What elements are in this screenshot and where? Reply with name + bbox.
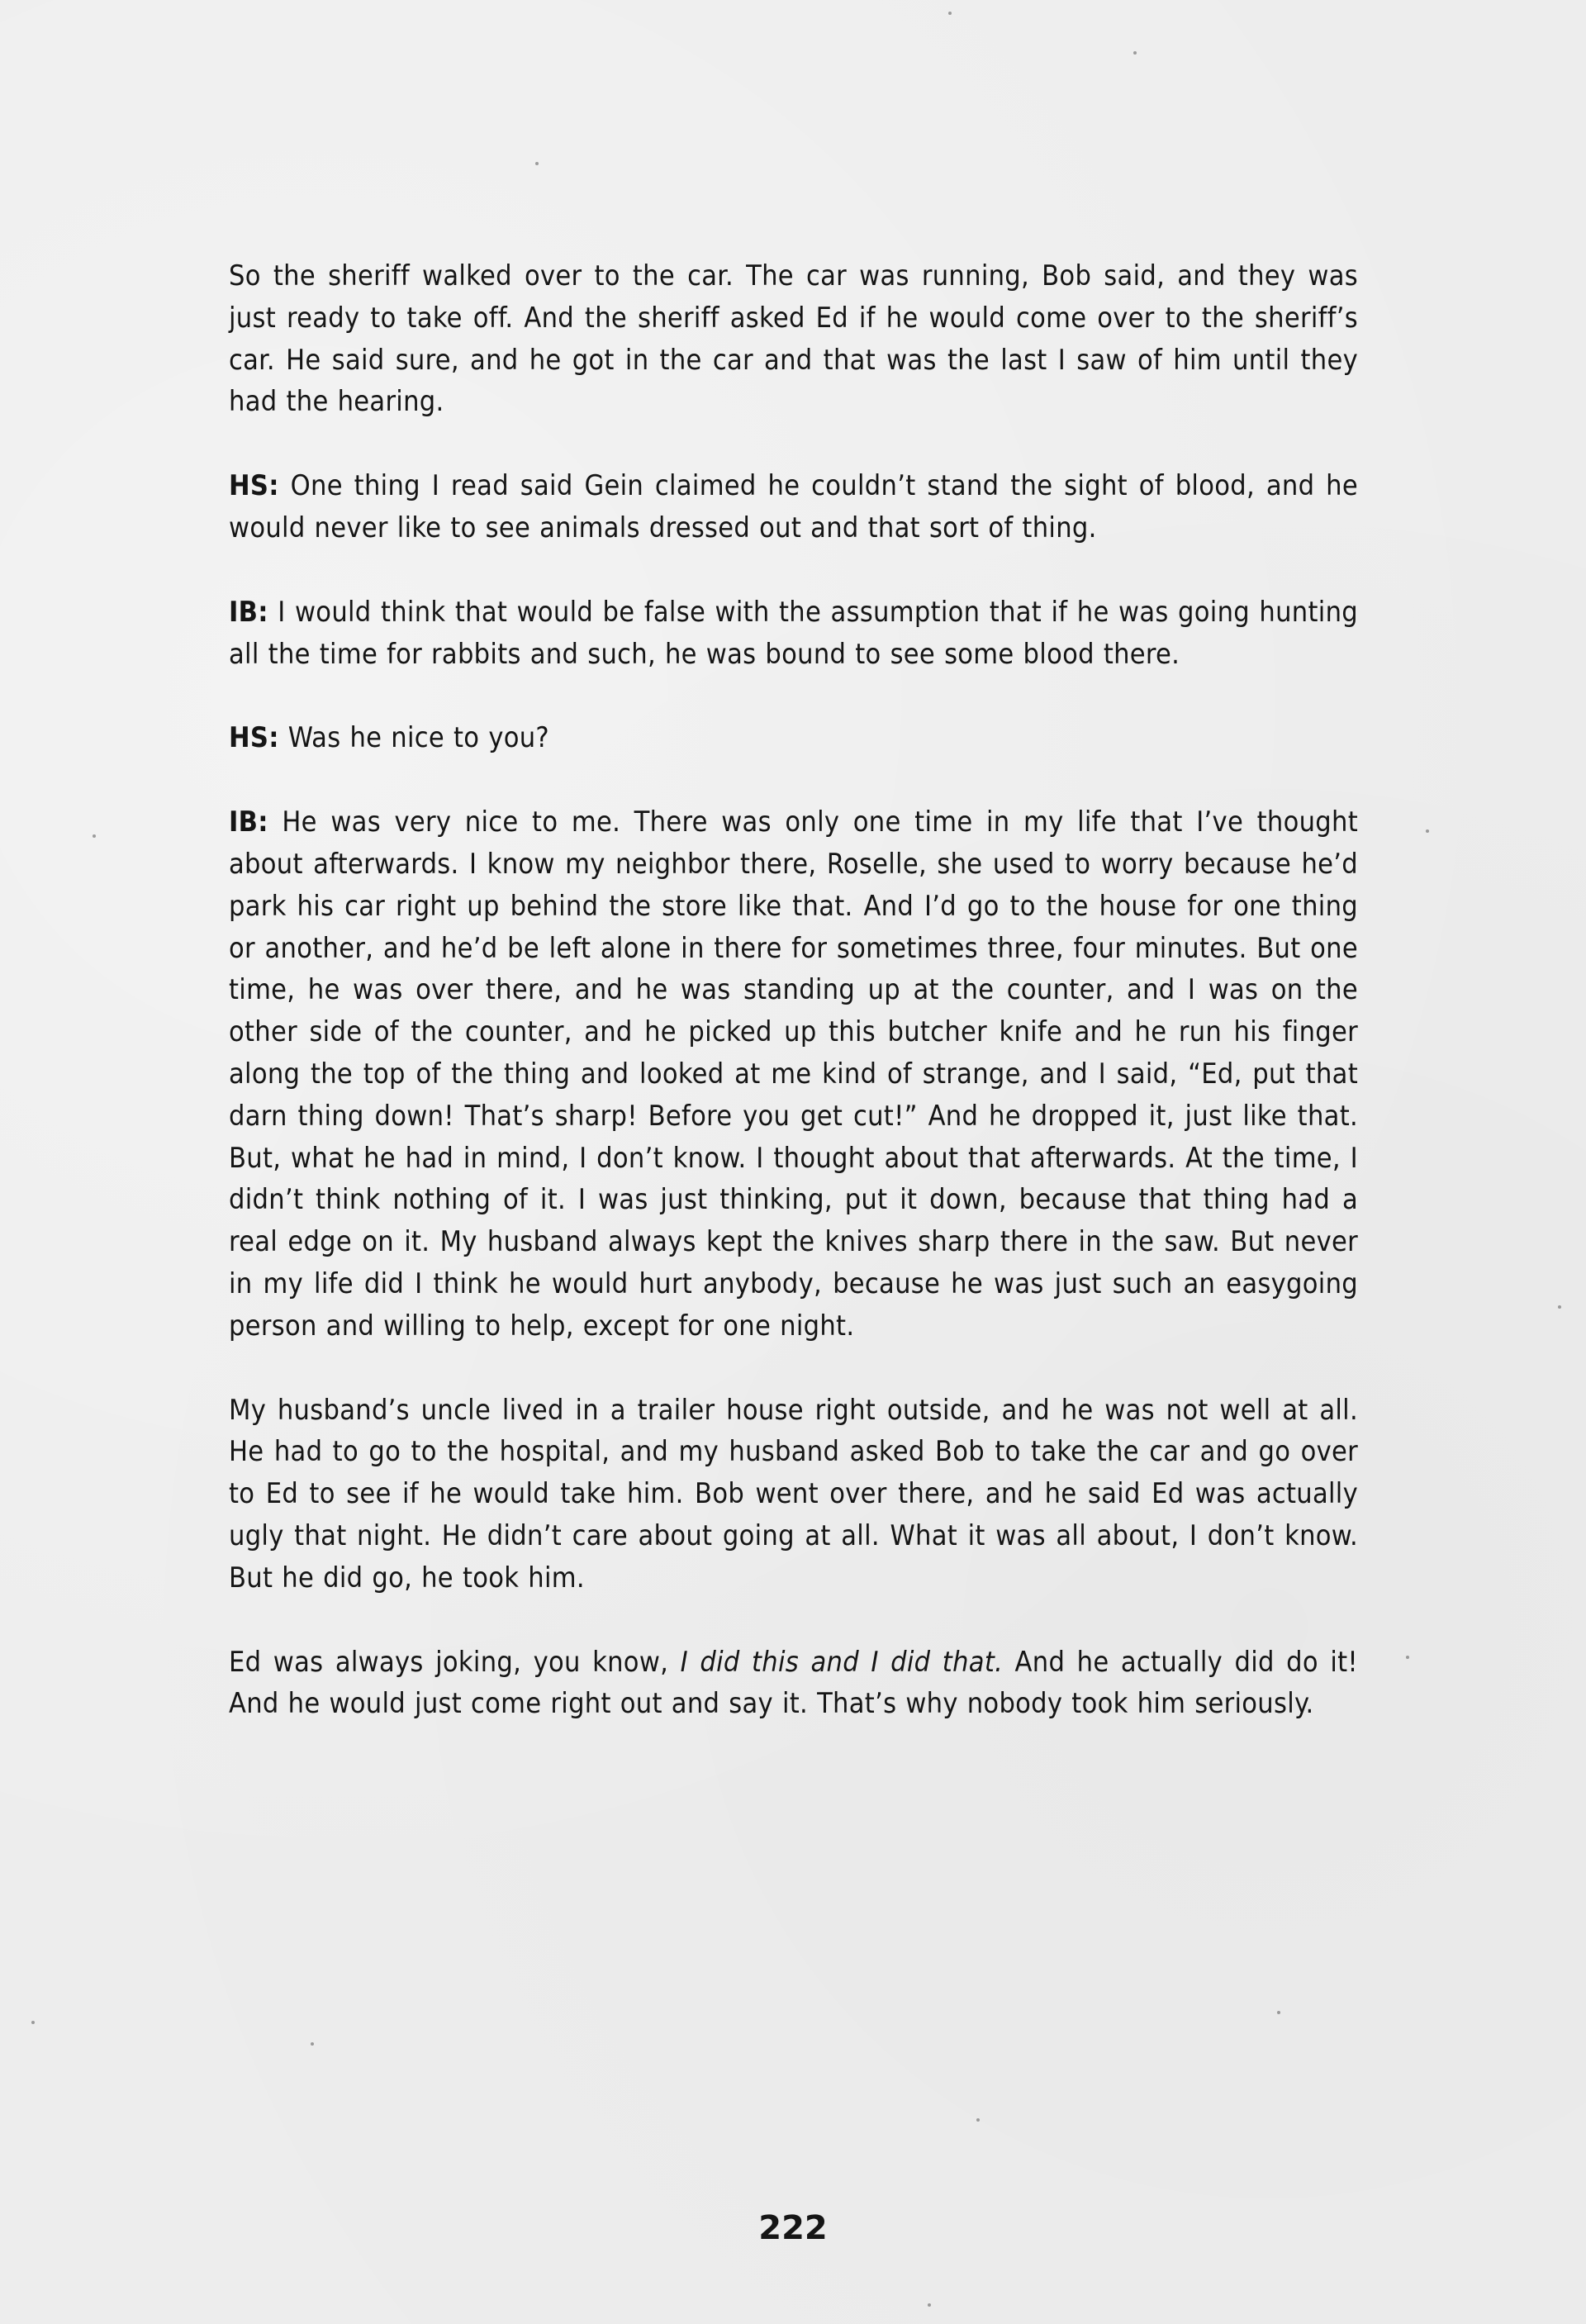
paragraph [229, 801, 1358, 1347]
paragraph-text: So the sheriff walked over to the car. The car was running, Bob said, and they was just ready to take off. And the sheriff asked Ed if he would come over to the sheriff’s car. He said sure, and he got in the car and that was the last I saw of him until they had the hearing. [229, 259, 1358, 419]
paragraph [229, 465, 1358, 549]
paragraph [229, 255, 1358, 423]
speaker-label: IB: [229, 806, 268, 839]
paper-speck [976, 2118, 980, 2122]
paragraph [229, 1390, 1358, 1599]
speaker-label: IB: [229, 595, 268, 629]
paper-speck [928, 2303, 931, 2307]
italic-quote: I did this and I did that. [680, 1645, 1004, 1679]
page-number: 222 [758, 2209, 828, 2247]
paper-speck [1558, 1305, 1561, 1309]
paper-speck [535, 162, 539, 165]
paragraph [229, 717, 1358, 759]
paper-speck [93, 834, 96, 838]
paragraph-text: He was very nice to me. There was only one time in my life that I’ve thought about afterwards. I know my neighbor there, Roselle, she used to worry because he’d park his car right up behind the store like that. And I’d go to the house for one thing or another, and he’d be left alone in there for sometimes three, four minutes. But one time, he was over there, and he was standing up at the counter, and I was on the other side of the counter, and he picked up this butcher knife and he run his finger along the top of the thing and looked at me kind of strange, and I said, “Ed, put that darn thing down! That’s sharp! Before you get cut!” And he dropped it, just like that. But, what he had in mind, I don’t know. I thought about that afterwards. At the time, I didn’t think nothing of it. I was just thinking, put it down, because that thing had a real edge on it. My husband always kept the knives sharp there in the saw. But never in my life did I think he would hurt anybody, because he was just such an easygoing person and willing to help, except for one night. [229, 806, 1358, 1343]
paper-speck [1277, 2011, 1280, 2014]
paragraph-text: Ed was always joking, you know, [229, 1645, 681, 1679]
paragraph-text: My husband’s uncle lived in a trailer house right outside, and he was not well at all. He had to go to the hospital, and my husband asked Bob to take the car and go over to Ed to see if he would take him. Bob went over there, and he said Ed was actually ugly that night. He didn’t care about going at all. What it was all about, I don’t know. But he did go, he took him. [229, 1393, 1358, 1594]
paragraph [229, 592, 1358, 676]
paragraph-text: And he actually did do it! And he would just come right out and say it. That’s why nobody took him seriously. [229, 1645, 1358, 1721]
paper-speck [1406, 1656, 1409, 1659]
paragraph [229, 1642, 1358, 1726]
paper-speck [311, 2042, 314, 2046]
paragraph-text: One thing I read said Gein claimed he couldn’t stand the sight of blood, and he would never like to see animals dressed out and that sort of thing. [229, 469, 1358, 544]
paper-speck [1426, 829, 1429, 833]
paragraph-text: I would think that would be false with the assumption that if he was going hunting all the time for rabbits and such, he was bound to see some blood there. [229, 595, 1358, 671]
paper-speck [948, 12, 952, 15]
interview-text [229, 255, 1358, 1767]
speaker-label: HS: [229, 469, 279, 503]
speaker-label: HS: [229, 721, 279, 755]
paragraph-text: Was he nice to you? [278, 721, 549, 755]
paper-speck [1133, 51, 1137, 55]
paper-speck [31, 2021, 35, 2024]
